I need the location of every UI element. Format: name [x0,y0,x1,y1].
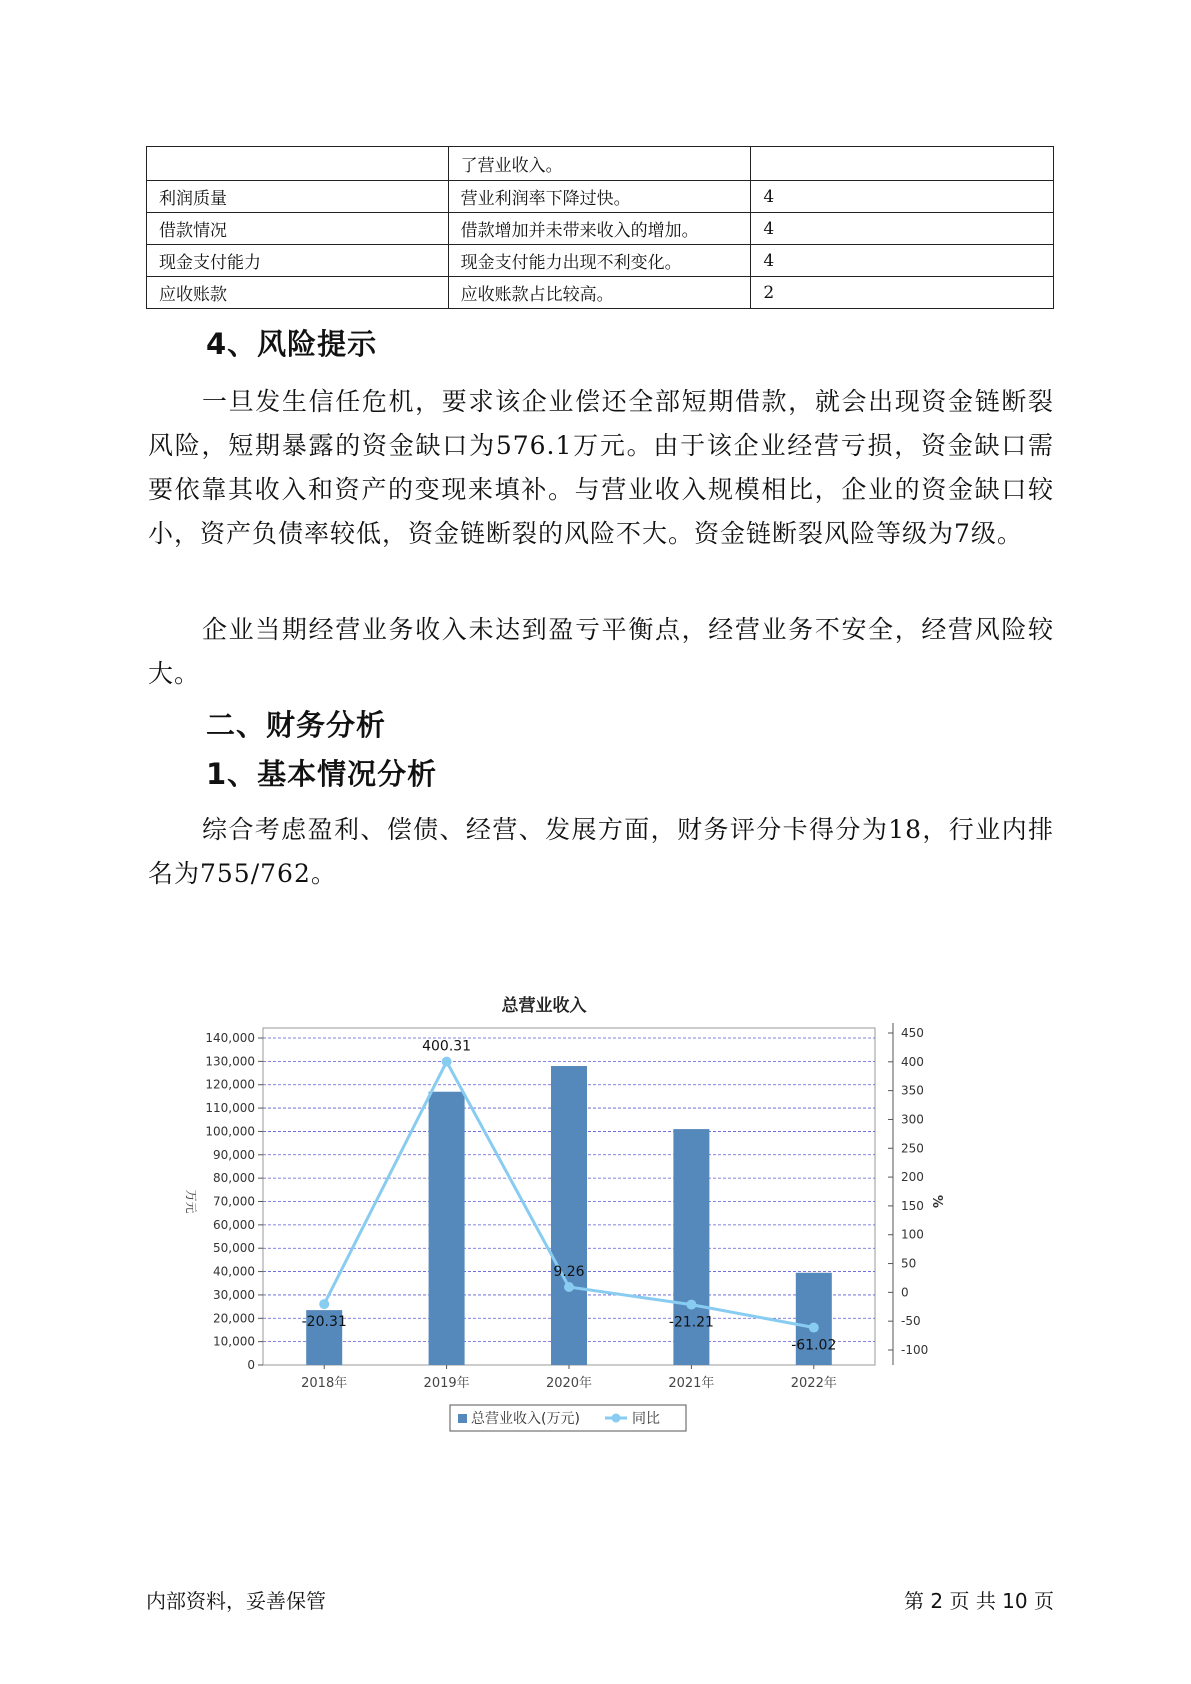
y-tick-label: 100,000 [205,1124,255,1139]
table-cell-item [147,147,449,181]
table-cell-item: 借款情况 [147,213,449,245]
table-cell-description: 应收账款占比较高。 [448,277,751,309]
bar [551,1066,587,1365]
y2-tick-label: 250 [901,1141,924,1156]
x-tick-label: 2020年 [545,1376,593,1391]
y2-tick-label: 400 [901,1054,924,1069]
y2-axis-label: % [929,1194,944,1209]
x-tick-label: 2018年 [301,1376,348,1391]
table-cell-description: 借款增加并未带来收入的增加。 [448,213,751,245]
y-tick-label: 80,000 [213,1171,255,1186]
finance-heading: 二、财务分析 [206,708,387,742]
table-cell-description: 营业利润率下降过快。 [448,181,751,213]
y-tick-label: 10,000 [213,1334,255,1349]
y-tick-label: 20,000 [213,1311,255,1326]
legend-bar-label: 总营业收入(万元) [471,1411,580,1427]
table-row [147,277,1054,309]
revenue-chart-svg [175,985,1005,1455]
data-label: -61.02 [791,1337,837,1354]
table-cell-item: 应收账款 [147,277,449,309]
y-tick-label: 0 [247,1358,255,1372]
basic-analysis-paragraph: 综合考虑盈利、偿债、经营、发展方面，财务评分卡得分为18，行业内排名为755/762。 [148,815,1054,888]
table-cell-score: 4 [751,213,1054,245]
table-cell-score: 4 [751,181,1054,213]
risk-heading: 4、风险提示 [206,327,378,361]
data-label: 400.31 [422,1038,472,1055]
line-point [809,1323,819,1333]
y2-tick-label: 150 [901,1198,924,1213]
table-cell-description: 了营业收入。 [448,147,751,181]
risk-paragraph-1: 一旦发生信任危机，要求该企业偿还全部短期借款，就会出现资金链断裂风险，短期暴露的资金缺口为576.1万元。由于该企业经营亏损，资金缺口需要依靠其收入和资产的变现来填补。与营业收入规模相比，企业的资金缺口较小，资产负债率较低，资金链断裂的风险不大。资金链断裂风险等级为7级。 [148,387,1054,548]
table-cell-score: 4 [751,245,1054,277]
y-tick-label: 70,000 [213,1194,255,1209]
y2-tick-label: 200 [901,1170,924,1185]
table-row [147,245,1054,277]
y-axis-label: 万元 [184,1189,198,1214]
line-point [564,1282,574,1292]
bar [429,1092,465,1365]
table-cell-score: 2 [751,277,1054,309]
footer-page-number: 第 2 页 共 10 页 [904,1589,1054,1613]
risk-paragraph-2: 企业当期经营业务收入未达到盈亏平衡点，经营业务不安全，经营风险较大。 [148,615,1054,688]
data-label: 9.26 [553,1264,585,1281]
chart-title: 总营业收入 [501,996,587,1016]
y-tick-label: 130,000 [205,1054,255,1069]
y-tick-label: 120,000 [205,1077,255,1092]
revenue-chart [175,985,1005,1455]
table-row [147,181,1054,213]
risk-table [146,146,1054,309]
legend-bar-swatch [458,1414,467,1423]
y-tick-label: 140,000 [205,1031,255,1045]
y2-tick-label: 300 [901,1112,924,1127]
y2-tick-label: -50 [901,1314,921,1329]
table-row [147,213,1054,245]
footer-confidential: 内部资料，妥善保管 [146,1589,326,1613]
legend-line-label: 同比 [632,1411,660,1427]
y2-tick-label: 350 [901,1083,924,1098]
y-tick-label: 90,000 [213,1147,255,1162]
y2-tick-label: 100 [901,1227,924,1242]
line-point [319,1299,329,1309]
y-tick-label: 30,000 [213,1287,255,1302]
table-row [147,147,1054,181]
basic-analysis-heading: 1、基本情况分析 [206,757,438,791]
table-cell-description: 现金支付能力出现不利变化。 [448,245,751,277]
y-tick-label: 110,000 [205,1101,255,1116]
y2-tick-label: 0 [901,1285,909,1300]
table-cell-item: 现金支付能力 [147,245,449,277]
y-tick-label: 60,000 [213,1217,255,1232]
table-cell-item: 利润质量 [147,181,449,213]
y2-tick-label: 450 [901,1026,924,1040]
data-label: -21.21 [668,1314,714,1331]
x-tick-label: 2019年 [423,1376,470,1391]
y-tick-label: 40,000 [213,1264,255,1279]
x-tick-label: 2021年 [668,1376,715,1391]
data-label: -20.31 [301,1314,347,1331]
y2-tick-label: -100 [901,1343,929,1357]
table-cell-score [751,147,1054,181]
line-point [442,1057,452,1067]
y-tick-label: 50,000 [213,1241,255,1256]
line-point [686,1300,696,1310]
y2-tick-label: 50 [901,1256,917,1271]
legend-line-marker [612,1414,621,1423]
x-tick-label: 2022年 [790,1376,837,1391]
